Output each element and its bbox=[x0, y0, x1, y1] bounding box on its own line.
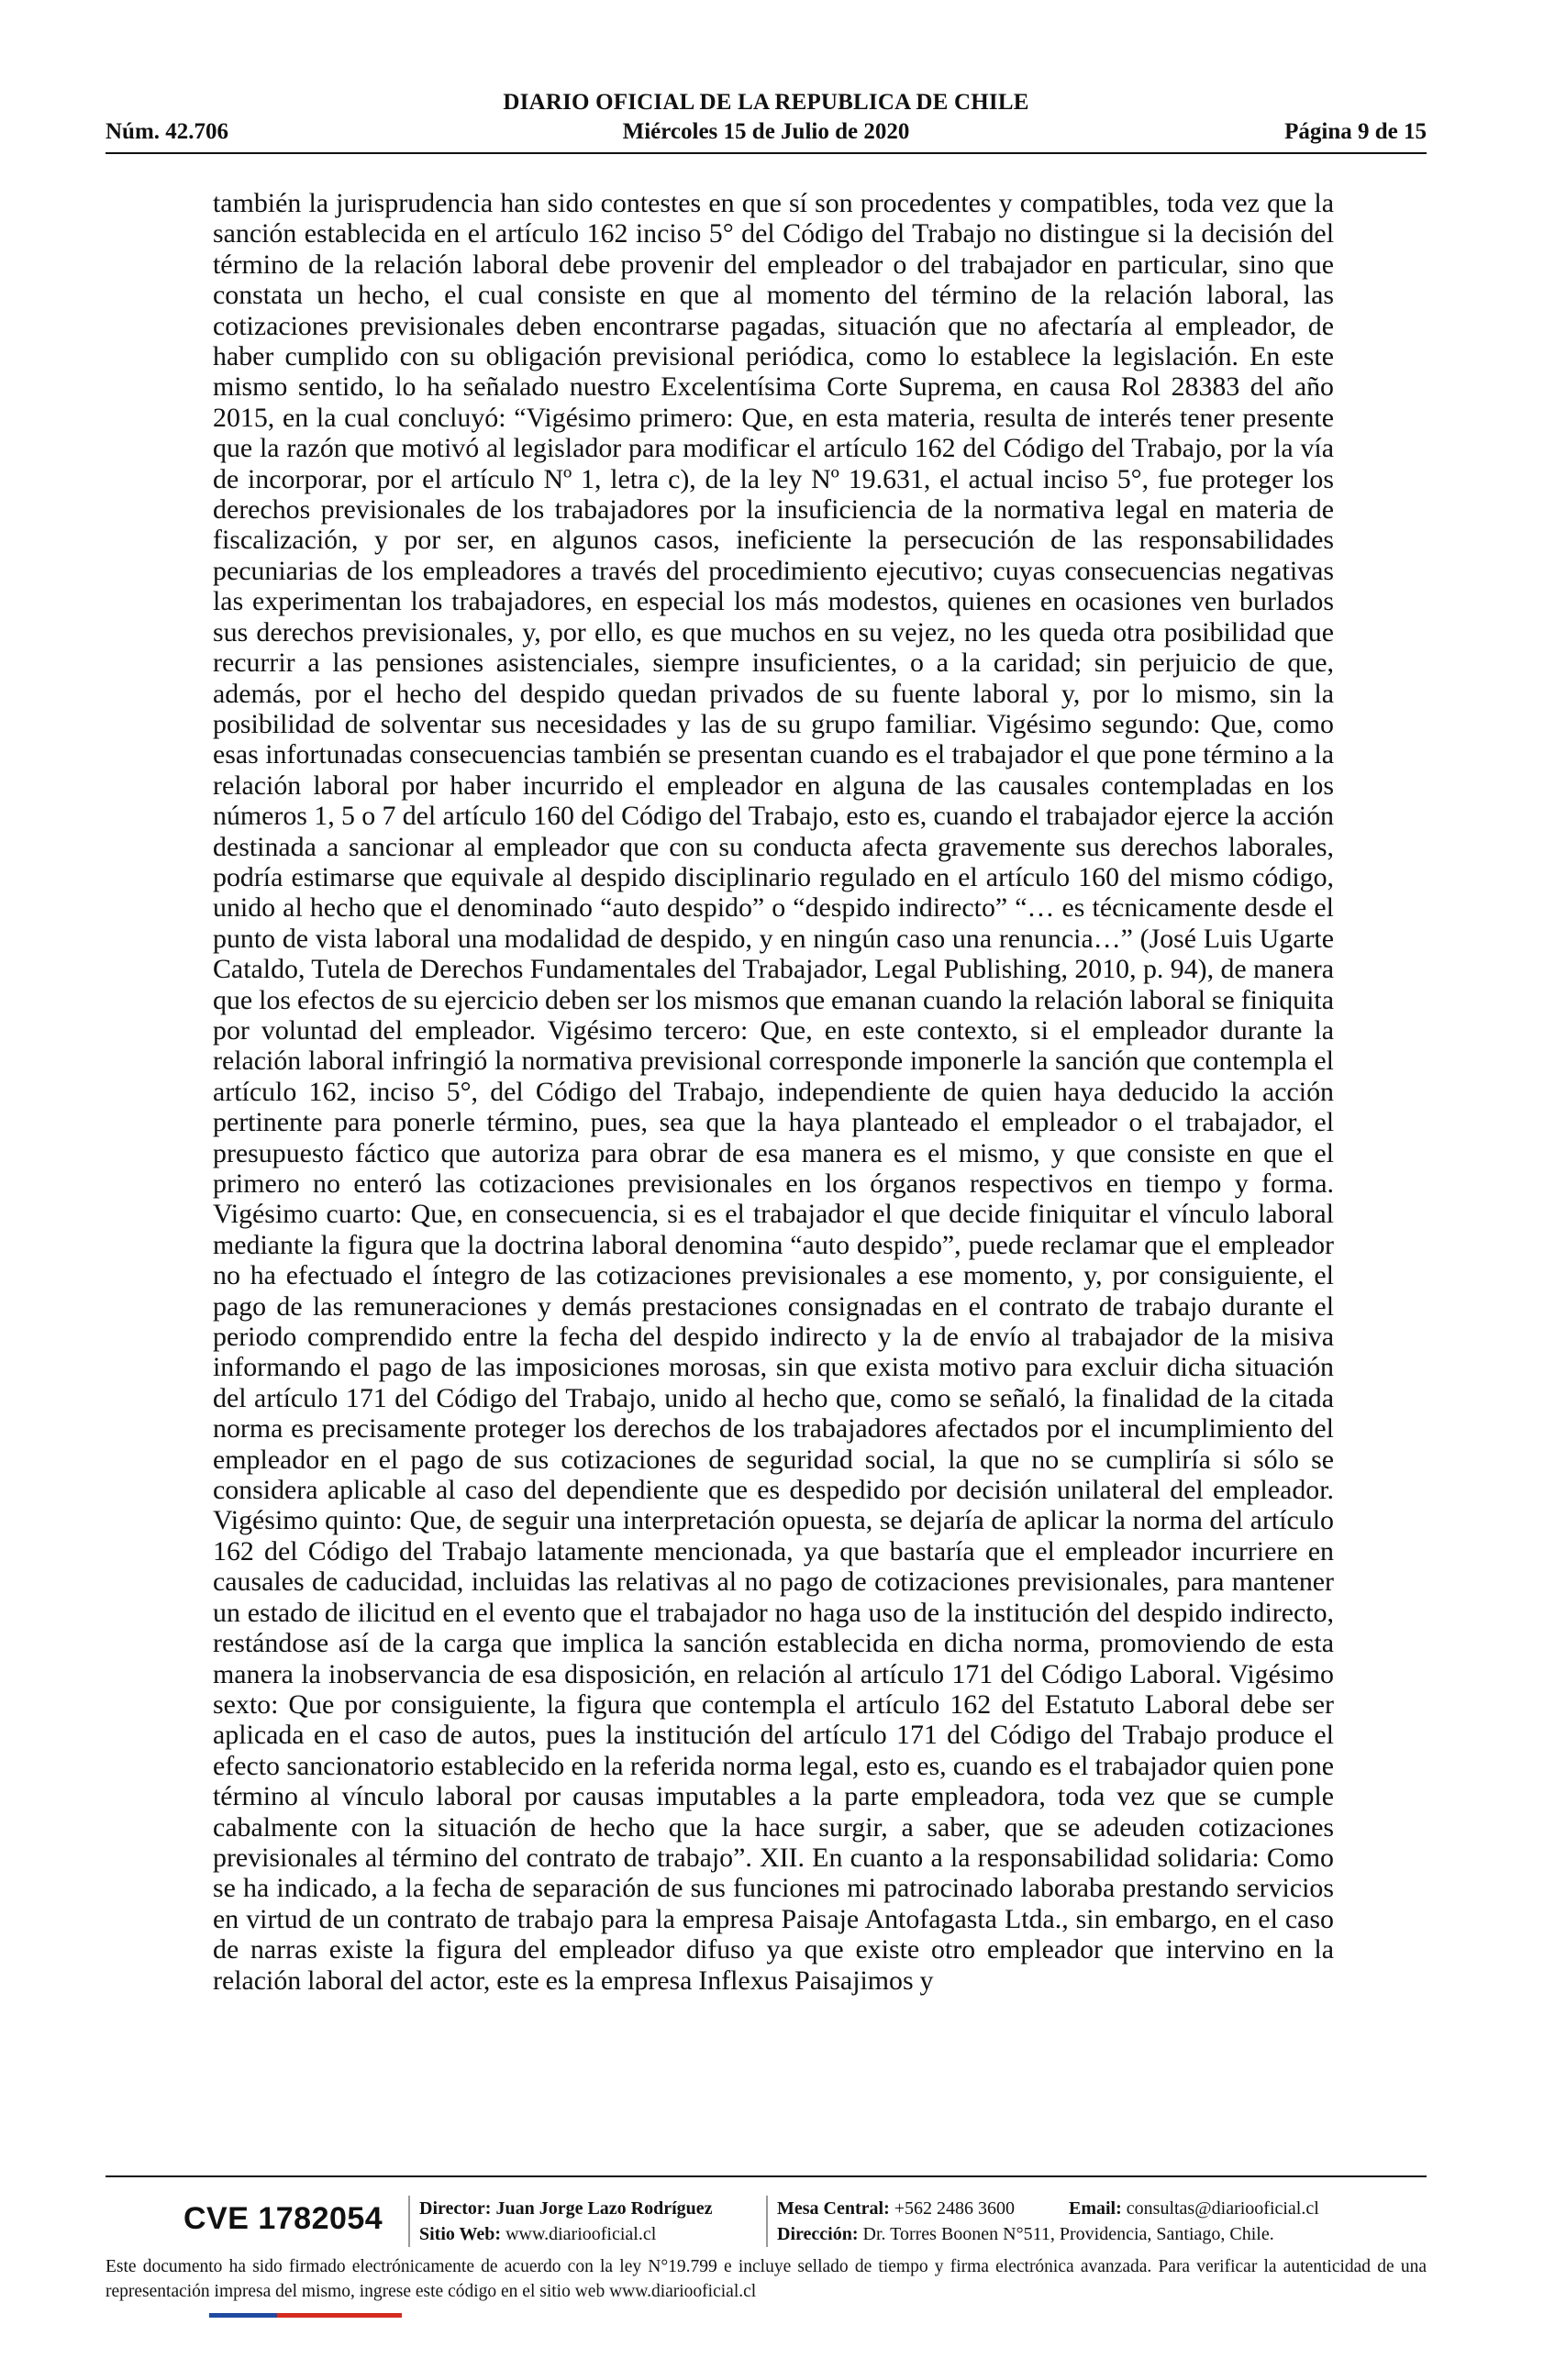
flag-blue-segment bbox=[209, 2313, 277, 2318]
signature-notice: Este documento ha sido firmado electrónicamente de acuerdo con la ley N°19.799 e incluye sellado de tiempo y firma electrónica avanzada. Para verificar la autenticidad de una representación impresa del mismo, ingrese este código en el sitio web www.diariooficial.cl bbox=[106, 2257, 1427, 2301]
footer-email-block bbox=[1069, 2196, 1319, 2221]
footer-separator bbox=[766, 2196, 768, 2247]
address-label: Dirección: bbox=[777, 2224, 859, 2244]
director-label: Director: bbox=[419, 2198, 492, 2219]
publication-title: DIARIO OFICIAL DE LA REPUBLICA DE CHILE bbox=[503, 90, 1029, 115]
website-label: Sitio Web: bbox=[419, 2224, 502, 2244]
body-paragraph: también la jurisprudencia han sido contestes en que sí son procedentes y compatibles, toda vez que la sanción establecida en el artículo 162 inciso 5° del Código del Trabajo no distingue si la decisión del término de la relación laboral debe provenir del empleador o del trabajador en particular, sino que constata un hecho, el cual consiste en que al momento del término de la relación laboral, las cotizaciones previsionales deben encontrarse pagadas, situación que no afectaría al empleador, de haber cumplido con su obligación previsional periódica, como lo establece la legislación. En este mismo sentido, lo ha señalado nuestro Excelentísima Corte Suprema, en causa Rol 28383 del año 2015, en la cual concluyó: “Vigésimo primero: Que, en esta materia, resulta de interés tener presente que la razón que motivó al legislador para modificar el artículo 162 del Código del Trabajo, por la vía de incorporar, por el artículo Nº 1, letra c), de la ley Nº 19.631, el actual inciso 5°, fue proteger los derechos previsionales de los trabajadores por la insuficiencia de la normativa legal en materia de fiscalización, y por ser, en algunos casos, ineficiente la persecución de las responsabilidades pecuniarias de los empleadores a través del procedimiento ejecutivo; cuyas consecuencias negativas las experimentan los trabajadores, en especial los más modestos, quienes en ocasiones ven burlados sus derechos previsionales, y, por ello, es que muchos en su vejez, no les queda otra posibilidad que recurrir a las pensiones asistenciales, siempre insuficientes, o a la caridad; sin perjuicio de que, además, por el hecho del despido quedan privados de su fuente laboral y, por lo mismo, sin la posibilidad de solventar sus necesidades y las de su grupo familiar. Vigésimo segundo: Que, como esas infortunadas consecuencias también se presentan cuando es el trabajador el que pone término a la relación laboral por haber incurrido el empleador en alguna de las causales contempladas en los números 1, 5 o 7 del artículo 160 del Código del Trabajo, esto es, cuando el trabajador ejerce la acción destinada a sancionar al empleador que con su conducta afecta gravemente sus derechos laborales, podría estimarse que equivale al despido disciplinario regulado en el artículo 160 del mismo código, unido al hecho que el denominado “auto despido” o “despido indirecto” “… es técnicamente desde el punto de vista laboral una modalidad de despido, y en ningún caso una renuncia…” (José Luis Ugarte Cataldo, Tutela de Derechos Fundamentales del Trabajador, Legal Publishing, 2010, p. 94), de manera que los efectos de su ejercicio deben ser los mismos que emanan cuando la relación laboral se finiquita por voluntad del empleador. Vigésimo tercero: Que, en este contexto, si el empleador durante la relación laboral infringió la normativa previsional corresponde imponerle la sanción que contempla el artículo 162, inciso 5°, del Código del Trabajo, independiente de quien haya deducido la acción pertinente para ponerle término, pues, sea que la haya planteado el empleador o el trabajador, el presupuesto fáctico que autoriza para obrar de esa manera es el mismo, y que consiste en que el primero no enteró las cotizaciones previsionales en los órganos respectivos en tiempo y forma. Vigésimo cuarto: Que, en consecuencia, si es el trabajador el que decide finiquitar el vínculo laboral mediante la figura que la doctrina laboral denomina “auto despido”, puede reclamar que el empleador no ha efectuado el íntegro de las cotizaciones previsionales a ese momento, y, por consiguiente, el pago de las remuneraciones y demás prestaciones consignadas en el contrato de trabajo durante el periodo comprendido entre la fecha del despido indirecto y la de envío al trabajador de la misiva informando el pago de las imposiciones morosas, sin que exista motivo para excluir dicha situación del artículo 171 del Código del Trabajo, unido al hecho que, como se señaló, la finalidad de la citada norma es precisamente proteger los derechos de los trabajadores afectados por el incumplimiento del empleador en el pago de sus cotizaciones de seguridad social, la que no se cumpliría si sólo se considera aplicable al caso del dependiente que es despedido por decisión unilateral del empleador. Vigésimo quinto: Que, de seguir una interpretación opuesta, se dejaría de aplicar la norma del artículo 162 del Código del Trabajo latamente mencionada, ya que bastaría que el empleador incurriere en causales de caducidad, incluidas las relativas al no pago de cotizaciones previsionales, para mantener un estado de ilicitud en el evento que el trabajador no haga uso de la institución del despido indirecto, restándose así de la carga que implica la sanción establecida en dicha norma, promoviendo de esta manera la inobservancia de esa disposición, en relación al artículo 171 del Código Laboral. Vigésimo sexto: Que por consiguiente, la figura que contempla el artículo 162 del Estatuto Laboral debe ser aplicada en el caso de autos, pues la institución del artículo 171 del Código del Trabajo produce el efecto sancionatorio establecido en la referida norma legal, esto es, cuando es el trabajador quien pone término al vínculo laboral por causas imputables a la parte empleadora, toda vez que se cumple cabalmente con la situación de hecho que la hace surgir, a saber, que se adeuden cotizaciones previsionales al término del contrato de trabajo”. XII. En cuanto a la responsabilidad solidaria: Como se ha indicado, a la fecha de separación de sus funciones mi patrocinado laboraba prestando servicios en virtud de un contrato de trabajo para la empresa Paisaje Antofagasta Ltda., sin embargo, en el caso de narras existe la figura del empleador difuso ya que existe otro empleador que intervino en la relación laboral del actor, este es la empresa Inflexus Paisajimos y bbox=[213, 188, 1334, 1996]
director-name: Juan Jorge Lazo Rodríguez bbox=[495, 2198, 713, 2219]
footer-separator bbox=[408, 2196, 410, 2247]
document-body bbox=[213, 188, 1334, 1996]
footer-director-block bbox=[419, 2196, 713, 2247]
issue-date: Miércoles 15 de Julio de 2020 bbox=[622, 119, 910, 144]
address-text: Dr. Torres Boonen N°511, Providencia, Santiago, Chile. bbox=[862, 2224, 1274, 2244]
email-label: Email: bbox=[1069, 2198, 1122, 2219]
flag-stripe bbox=[209, 2313, 402, 2318]
page-number: Página 9 de 15 bbox=[1284, 119, 1427, 144]
email-link[interactable]: consultas@diariooficial.cl bbox=[1126, 2198, 1319, 2219]
page-header bbox=[106, 84, 1427, 149]
phone-number: +562 2486 3600 bbox=[894, 2198, 1016, 2219]
header-divider bbox=[106, 152, 1427, 154]
phone-label: Mesa Central: bbox=[777, 2198, 890, 2219]
cve-code: CVE 1782054 bbox=[183, 2201, 383, 2236]
website-link[interactable]: www.diariooficial.cl bbox=[505, 2224, 657, 2244]
flag-red-segment bbox=[277, 2313, 403, 2318]
issue-number: Núm. 42.706 bbox=[106, 119, 229, 144]
footer-divider bbox=[106, 2175, 1427, 2177]
